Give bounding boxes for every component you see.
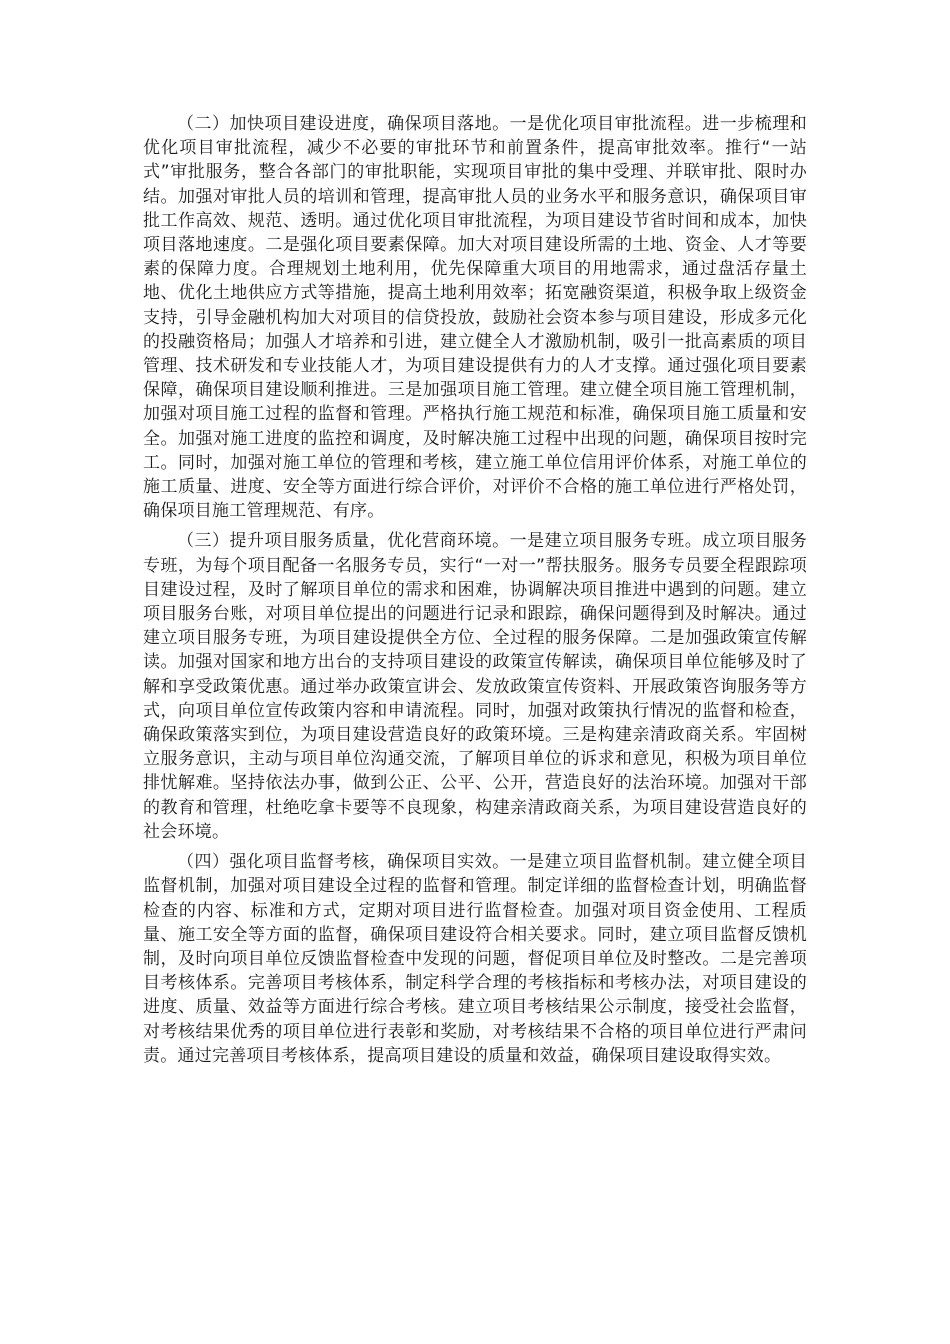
paragraph-section-4: （四）强化项目监督考核，确保项目实效。一是建立项目监督机制。建立健全项目监督机制，加强对项目建设全过程的监督和管理。制定详细的监督检查计划，明确监督检查的内容、标准和方式，定期对项目进行监督检查。加强对项目资金使用、工程质量、施工安全等方面的监督，确保项目建设符合相关要求。同时，建立项目监督反馈机制，及时向项目单位反馈监督检查中发现的问题，督促项目单位及时整改。二是完善项目考核体系。完善项目考核体系，制定科学合理的考核指标和考核办法，对项目建设的进度、质量、效益等方面进行综合考核。建立项目考核结果公示制度，接受社会监督，对考核结果优秀的项目单位进行表彰和奖励，对考核结果不合格的项目单位进行严肃问责。通过完善项目考核体系，提高项目建设的质量和效益，确保项目建设取得实效。 bbox=[143, 852, 807, 1066]
paragraph-section-2: （二）加快项目建设进度，确保项目落地。一是优化项目审批流程。进一步梳理和优化项目审批流程，减少不必要的审批环节和前置条件，提高审批效率。推行“一站式”审批服务，整合各部门的审批职能，实现项目审批的集中受理、并联审批、限时办结。加强对审批人员的培训和管理，提高审批人员的业务水平和服务意识，确保项目审批工作高效、规范、透明。通过优化项目审批流程，为项目建设节省时间和成本，加快项目落地速度。二是强化项目要素保障。加大对项目建设所需的土地、资金、人才等要素的保障力度。合理规划土地利用，优先保障重大项目的用地需求，通过盘活存量土地、优化土地供应方式等措施，提高土地利用效率；拓宽融资渠道，积极争取上级资金支持，引导金融机构加大对项目的信贷投放，鼓励社会资本参与项目建设，形成多元化的投融资格局；加强人才培养和引进，建立健全人才激励机制，吸引一批高素质的项目管理、技术研发和专业技能人才，为项目建设提供有力的人才支撑。通过强化项目要素保障，确保项目建设顺利推进。三是加强项目施工管理。建立健全项目施工管理机制，加强对项目施工过程的监督和管理。严格执行施工规范和标准，确保项目施工质量和安全。加强对施工进度的监控和调度，及时解决施工过程中出现的问题，确保项目按时完工。同时，加强对施工单位的管理和考核，建立施工单位信用评价体系，对施工单位的施工质量、进度、安全等方面进行综合评价，对评价不合格的施工单位进行严格处罚，确保项目施工管理规范、有序。 bbox=[143, 114, 807, 522]
document-body bbox=[143, 112, 807, 1074]
paragraph-section-3: （三）提升项目服务质量，优化营商环境。一是建立项目服务专班。成立项目服务专班，为每个项目配备一名服务专员，实行“一对一”帮扶服务。服务专员要全程跟踪项目建设过程，及时了解项目单位的需求和困难，协调解决项目推进中遇到的问题。建立项目服务台账，对项目单位提出的问题进行记录和跟踪，确保问题得到及时解决。通过建立项目服务专班，为项目建设提供全方位、全过程的服务保障。二是加强政策宣传解读。加强对国家和地方出台的支持项目建设的政策宣传解读，确保项目单位能够及时了解和享受政策优惠。通过举办政策宣讲会、发放政策宣传资料、开展政策咨询服务等方式，向项目单位宣传政策内容和申请流程。同时，加强对政策执行情况的监督和检查，确保政策落实到位，为项目建设营造良好的政策环境。三是构建亲清政商关系。牢固树立服务意识，主动与项目单位沟通交流，了解项目单位的诉求和意见，积极为项目单位排忧解难。坚持依法办事，做到公正、公平、公开，营造良好的法治环境。加强对干部的教育和管理，杜绝吃拿卡要等不良现象，构建亲清政商关系，为项目建设营造良好的社会环境。 bbox=[143, 531, 807, 842]
